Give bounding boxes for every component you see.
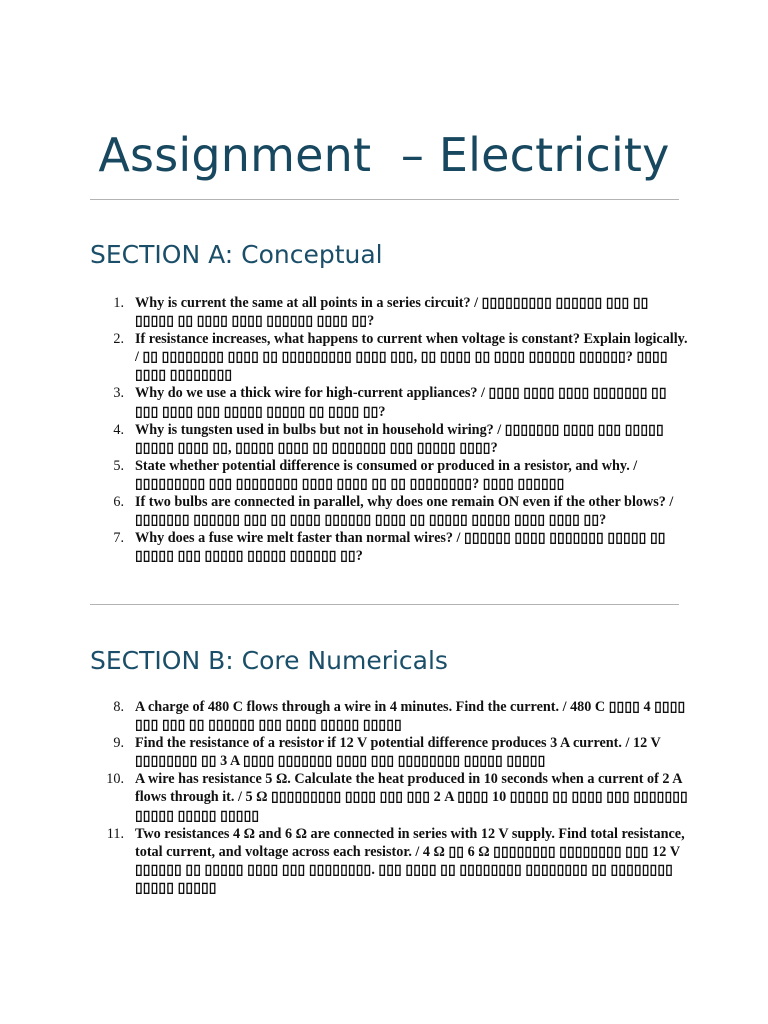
question-number: 9. bbox=[113, 735, 124, 752]
question-text: A wire has resistance 5 Ω. Calculate the heat produced in 10 seconds when a current of 2 A flows through it. / 5 Ω ▯▯▯▯▯▯▯▯▯ ▯▯▯▯ ▯▯▯ ▯▯▯ 2 A ▯▯▯▯ 10 ▯▯▯▯▯ ▯▯ ▯▯▯▯ ▯▯▯ ▯▯▯▯▯▯▯ ▯▯▯▯▯ ▯▯▯▯▯ ▯▯▯▯▯ bbox=[135, 771, 688, 824]
divider-top bbox=[90, 199, 679, 200]
question-text: Why does a fuse wire melt faster than normal wires? / ▯▯▯▯▯▯ ▯▯▯▯ ▯▯▯▯▯▯▯ ▯▯▯▯▯ ▯▯ ▯▯▯▯▯ ▯▯▯ ▯▯▯▯▯ ▯▯▯▯▯ ▯▯▯▯▯▯ ▯▯? bbox=[135, 530, 666, 565]
question-number: 11. bbox=[106, 825, 124, 842]
divider-middle bbox=[90, 604, 679, 605]
question-number: 2. bbox=[113, 331, 124, 348]
question-text: If two bulbs are connected in parallel, why does one remain ON even if the other blows? / ▯▯▯▯▯▯▯ ▯▯▯▯▯▯ ▯▯▯ ▯▯ ▯▯▯▯ ▯▯▯▯▯▯ ▯▯▯▯ ▯▯ ▯▯▯▯▯ ▯▯▯▯▯ ▯▯▯▯ ▯▯▯▯ ▯▯? bbox=[135, 494, 674, 529]
list-item bbox=[90, 770, 690, 824]
question-text: Two resistances 4 Ω and 6 Ω are connected in series with 12 V supply. Find total resistance, total current, and voltage across each resistor. / 4 Ω ▯▯ 6 Ω ▯▯▯▯▯▯▯▯ ▯▯▯▯▯▯▯▯ ▯▯▯ 12 V ▯▯▯▯▯▯ ▯▯ ▯▯▯▯▯ ▯▯▯▯ ▯▯▯ ▯▯▯▯▯▯▯▯. ▯▯▯ ▯▯▯▯ ▯▯ ▯▯▯▯▯▯▯▯ ▯▯▯▯▯▯▯▯ ▯▯ ▯▯▯▯▯▯▯▯ ▯▯▯▯▯ ▯▯▯▯▯ bbox=[135, 825, 685, 896]
question-number: 7. bbox=[113, 530, 124, 547]
section-b-heading: SECTION B: Core Numericals bbox=[90, 646, 448, 675]
section-a-heading: SECTION A: Conceptual bbox=[90, 240, 383, 269]
list-item bbox=[90, 457, 690, 493]
question-text: Why is current the same at all points in a series circuit? / ▯▯▯▯▯▯▯▯▯ ▯▯▯▯▯▯ ▯▯▯ ▯▯ ▯▯▯▯▯ ▯▯ ▯▯▯▯ ▯▯▯▯ ▯▯▯▯▯▯ ▯▯▯▯ ▯▯? bbox=[135, 295, 649, 330]
question-number: 10. bbox=[106, 771, 124, 788]
list-item bbox=[90, 529, 690, 565]
question-text: Why do we use a thick wire for high-current appliances? / ▯▯▯▯ ▯▯▯▯ ▯▯▯▯ ▯▯▯▯▯▯▯ ▯▯ ▯▯▯ ▯▯▯▯ ▯▯▯ ▯▯▯▯▯ ▯▯▯▯▯ ▯▯ ▯▯▯▯ ▯▯? bbox=[135, 385, 667, 420]
question-number: 1. bbox=[113, 295, 124, 311]
document-title: Assignment – Electricity bbox=[98, 128, 670, 182]
question-number: 6. bbox=[113, 494, 124, 511]
section-b-question-list bbox=[90, 698, 690, 897]
question-text: If resistance increases, what happens to current when voltage is constant? Explain logically. / ▯▯ ▯▯▯▯▯▯▯▯ ▯▯▯▯ ▯▯ ▯▯▯▯▯▯▯▯▯ ▯▯▯▯ ▯▯▯, ▯▯ ▯▯▯▯ ▯▯ ▯▯▯▯ ▯▯▯▯▯▯ ▯▯▯▯▯▯? ▯▯▯▯ ▯▯▯▯ ▯▯▯▯▯▯▯▯ bbox=[135, 331, 688, 384]
list-item bbox=[90, 825, 690, 897]
list-item bbox=[90, 330, 690, 384]
list-item bbox=[90, 421, 690, 457]
list-item bbox=[90, 294, 690, 330]
question-number: 4. bbox=[113, 421, 124, 438]
question-text: A charge of 480 C flows through a wire in 4 minutes. Find the current. / 480 C ▯▯▯▯ 4 ▯▯▯▯ ▯▯▯ ▯▯▯ ▯▯ ▯▯▯▯▯▯ ▯▯▯ ▯▯▯▯ ▯▯▯▯▯ ▯▯▯▯▯ bbox=[135, 699, 686, 734]
question-number: 5. bbox=[113, 457, 124, 474]
list-item bbox=[90, 384, 690, 420]
question-number: 8. bbox=[113, 699, 124, 715]
list-item bbox=[90, 698, 690, 734]
list-item bbox=[90, 493, 690, 529]
question-number: 3. bbox=[113, 385, 124, 402]
section-a-question-list bbox=[90, 294, 690, 565]
question-text: Why is tungsten used in bulbs but not in household wiring? / ▯▯▯▯▯▯▯ ▯▯▯▯ ▯▯▯ ▯▯▯▯▯ ▯▯▯▯▯ ▯▯▯▯ ▯▯, ▯▯▯▯▯ ▯▯▯▯ ▯▯ ▯▯▯▯▯▯▯ ▯▯▯ ▯▯▯▯▯ ▯▯▯▯? bbox=[135, 421, 664, 456]
list-item bbox=[90, 734, 690, 770]
question-text: State whether potential difference is consumed or produced in a resistor, and why. / ▯▯▯▯▯▯▯▯▯ ▯▯▯ ▯▯▯▯▯▯▯▯ ▯▯▯▯ ▯▯▯▯ ▯▯ ▯▯ ▯▯▯▯▯▯▯▯? ▯▯▯▯ ▯▯▯▯▯▯ bbox=[135, 457, 638, 492]
question-text: Find the resistance of a resistor if 12 V potential difference produces 3 A current. / 12 V ▯▯▯▯▯▯▯▯ ▯▯ 3 A ▯▯▯▯ ▯▯▯▯▯▯▯ ▯▯▯▯ ▯▯▯ ▯▯▯▯▯▯▯▯ ▯▯▯▯▯ ▯▯▯▯▯ bbox=[135, 735, 661, 770]
